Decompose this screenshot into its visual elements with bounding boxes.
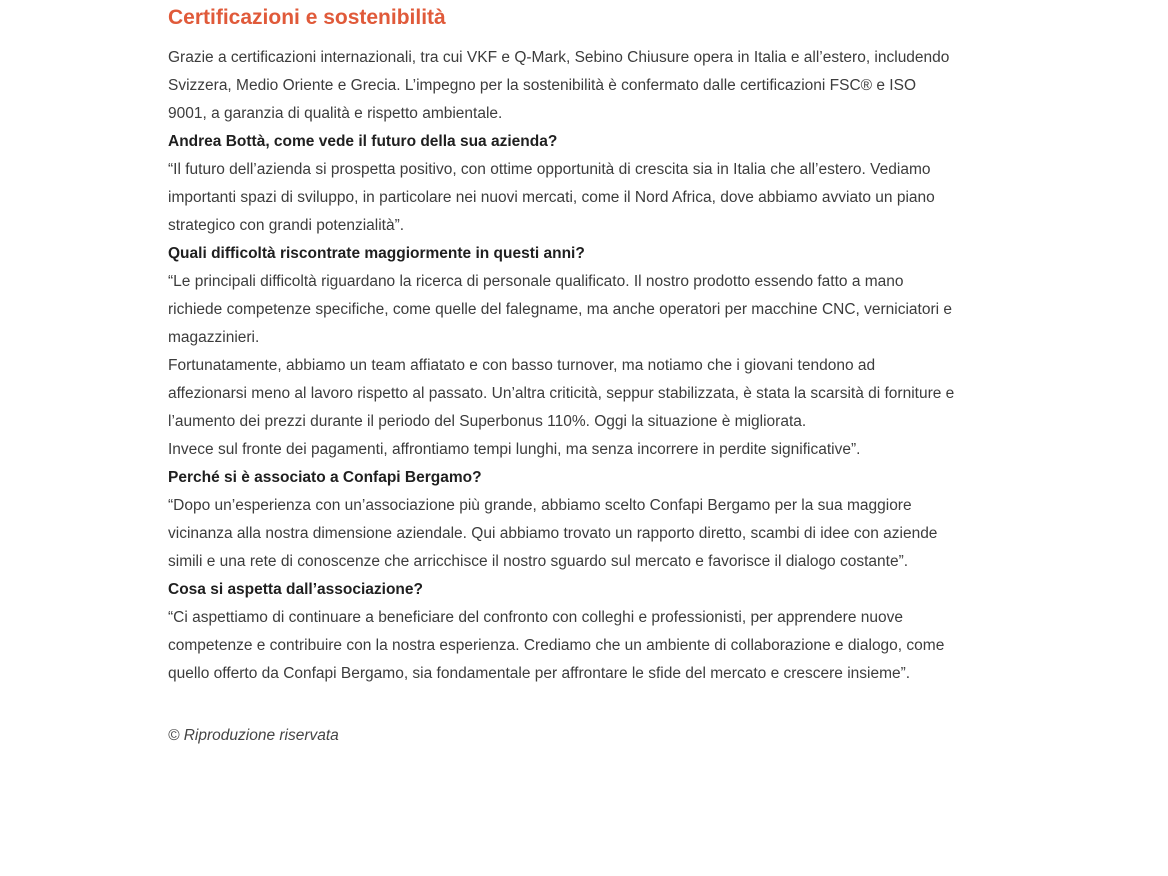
- answer-difficulties-1: “Le principali difficoltà riguardano la ricerca di personale qualificato. Il nostro prodotto essendo fatto a mano richiede competenze specifiche, come quelle del falegname, ma anche operatori per macchine CNC, verniciatori e magazzinieri.: [168, 273, 953, 346]
- answer-difficulties-3: Invece sul fronte dei pagamenti, affrontiamo tempi lunghi, ma senza incorrere in perdite significative”.: [168, 441, 861, 458]
- answer-future: “Il futuro dell’azienda si prospetta positivo, con ottime opportunità di crescita sia in Italia che all’estero. Vediamo importanti spazi di sviluppo, in particolare nei nuovi mercati, come il Nord Africa, dove abbiamo avviato un piano strategico con grandi potenzialità”.: [168, 161, 935, 234]
- section-title: Certificazioni e sostenibilità: [168, 6, 446, 29]
- paragraph-certifications: Grazie a certificazioni internazionali, tra cui VKF e Q-Mark, Sebino Chiusure opera in Italia e all’estero, includendo Svizzera, Medio Oriente e Grecia. L’impegno per la sostenibilità è confermato dalle certificazioni FSC® e ISO 9001, a garanzia di qualità e rispetto ambientale.: [168, 49, 950, 122]
- question-association: Perché si è associato a Confapi Bergamo?: [168, 469, 482, 486]
- article-body: [168, 0, 958, 750]
- answer-expectations: “Ci aspettiamo di continuare a beneficiare del confronto con colleghi e professionisti, per apprendere nuove competenze e contribuire con la nostra esperienza. Crediamo che un ambiente di collaborazione e dialogo, come quello offerto da Confapi Bergamo, sia fondamentale per affrontare le sfide del mercato e crescere insieme”.: [168, 609, 945, 682]
- question-expectations: Cosa si aspetta dall’associazione?: [168, 581, 423, 598]
- answer-difficulties-2: Fortunatamente, abbiamo un team affiatato e con basso turnover, ma notiamo che i giovani tendono ad affezionarsi meno al lavoro rispetto al passato. Un’altra criticità, seppur stabilizzata, è stata la scarsità di forniture e l’aumento dei prezzi durante il periodo del Superbonus 110%. Oggi la situazione è migliorata.: [168, 357, 955, 430]
- question-future: Andrea Bottà, come vede il futuro della sua azienda?: [168, 133, 558, 150]
- question-difficulties: Quali difficoltà riscontrate maggiormente in questi anni?: [168, 245, 585, 262]
- answer-association: “Dopo un’esperienza con un’associazione più grande, abbiamo scelto Confapi Bergamo per la sua maggiore vicinanza alla nostra dimensione aziendale. Qui abbiamo trovato un rapporto diretto, scambi di idee con aziende simili e una rete di conoscenze che arricchisce il nostro sguardo sul mercato e favorisce il dialogo costante”.: [168, 497, 938, 570]
- copyright-notice: © Riproduzione riservata: [168, 727, 339, 744]
